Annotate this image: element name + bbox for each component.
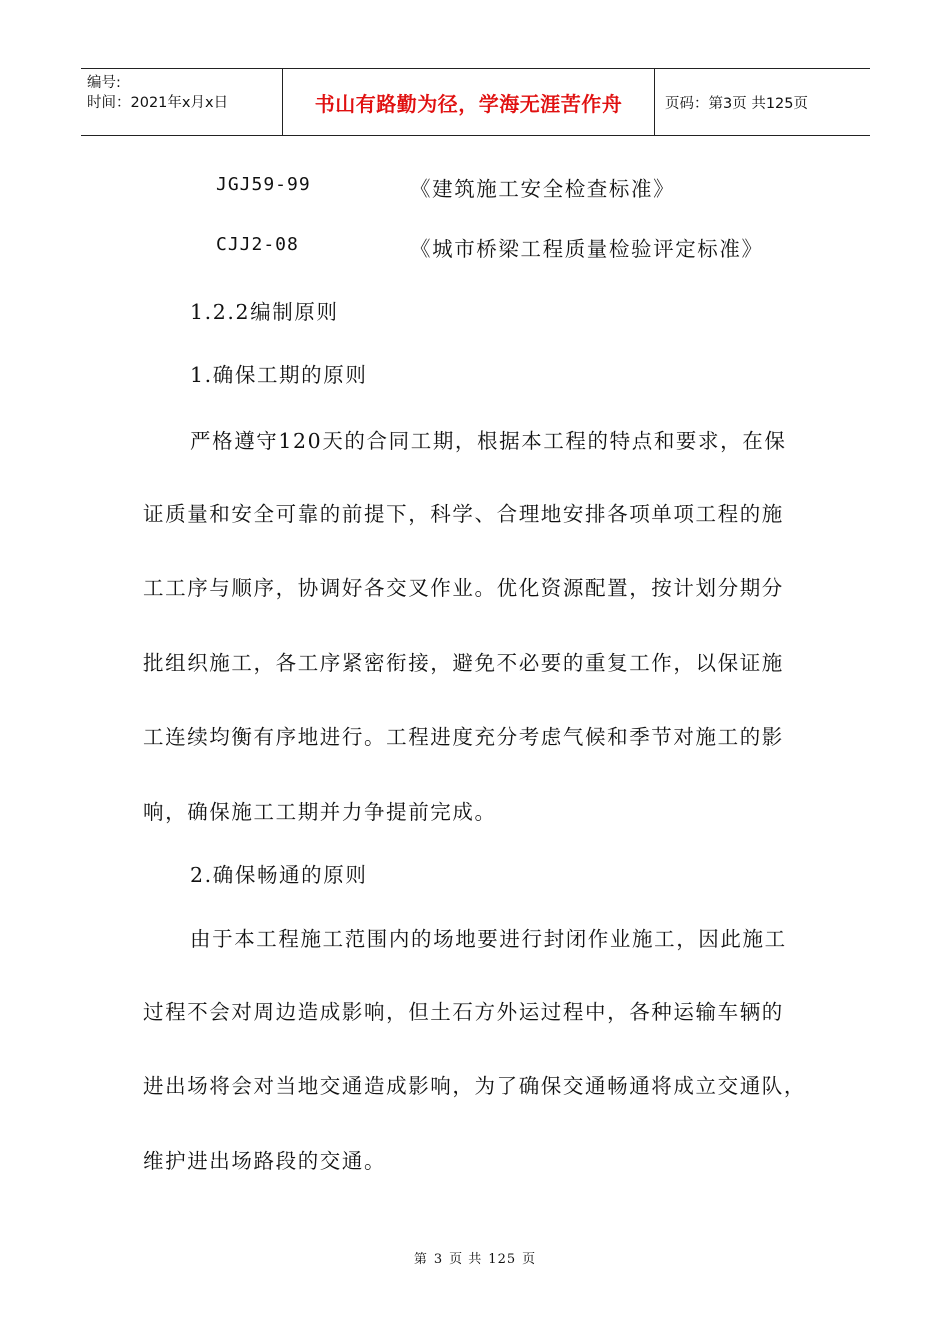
principle-heading: 2.确保畅通的原则 [190,863,368,887]
principle-heading: 1.确保工期的原则 [190,363,368,387]
header-motto-cell [283,69,655,135]
standard-title: 《建筑施工安全检查标准》 [410,177,676,201]
paragraph-line: 过程不会对周边造成影响，但土石方外运过程中，各种运输车辆的 [143,1000,784,1024]
footer-mid: 页 共 [449,1252,483,1267]
document-number-label: 编号: [87,75,121,91]
document-time-label: 时间：2021年x月x日 [87,95,229,111]
footer-suffix: 页 [522,1252,537,1267]
page-footer [0,1248,950,1267]
paragraph-line: 批组织施工，各工序紧密衔接，避免不必要的重复工作，以保证施 [143,651,784,675]
paragraph-line: 由于本工程施工范围内的场地要进行封闭作业施工，因此施工 [190,927,787,951]
paragraph-line: 工连续均衡有序地进行。工程进度充分考虑气候和季节对施工的影 [143,725,784,749]
footer-page-current: 3 [433,1252,444,1267]
page-header [81,68,870,136]
paragraph-line: 证质量和安全可靠的前提下，科学、合理地安排各项单项工程的施 [143,502,784,526]
header-page-info: 页码：第3页 共125页 [665,95,809,112]
paragraph-line: 严格遵守120天的合同工期，根据本工程的特点和要求，在保 [190,429,787,453]
standard-title: 《城市桥梁工程质量检验评定标准》 [410,237,764,261]
section-heading: 1.2.2编制原则 [190,300,339,324]
paragraph-line: 响，确保施工工期并力争提前完成。 [143,800,497,824]
standard-code: JGJ59-99 [216,174,311,195]
footer-prefix: 第 [413,1252,428,1267]
header-page-cell [655,69,870,135]
header-meta-cell [81,69,283,135]
header-motto: 书山有路勤为径，学海无涯苦作舟 [314,91,623,116]
paragraph-line: 工工序与顺序，协调好各交叉作业。优化资源配置，按计划分期分 [143,576,784,600]
standard-code: CJJ2-08 [216,234,299,255]
paragraph-line: 进出场将会对当地交通造成影响，为了确保交通畅通将成立交通队， [143,1074,806,1098]
footer-page-total: 125 [488,1252,517,1267]
paragraph-line: 维护进出场路段的交通。 [143,1149,387,1173]
